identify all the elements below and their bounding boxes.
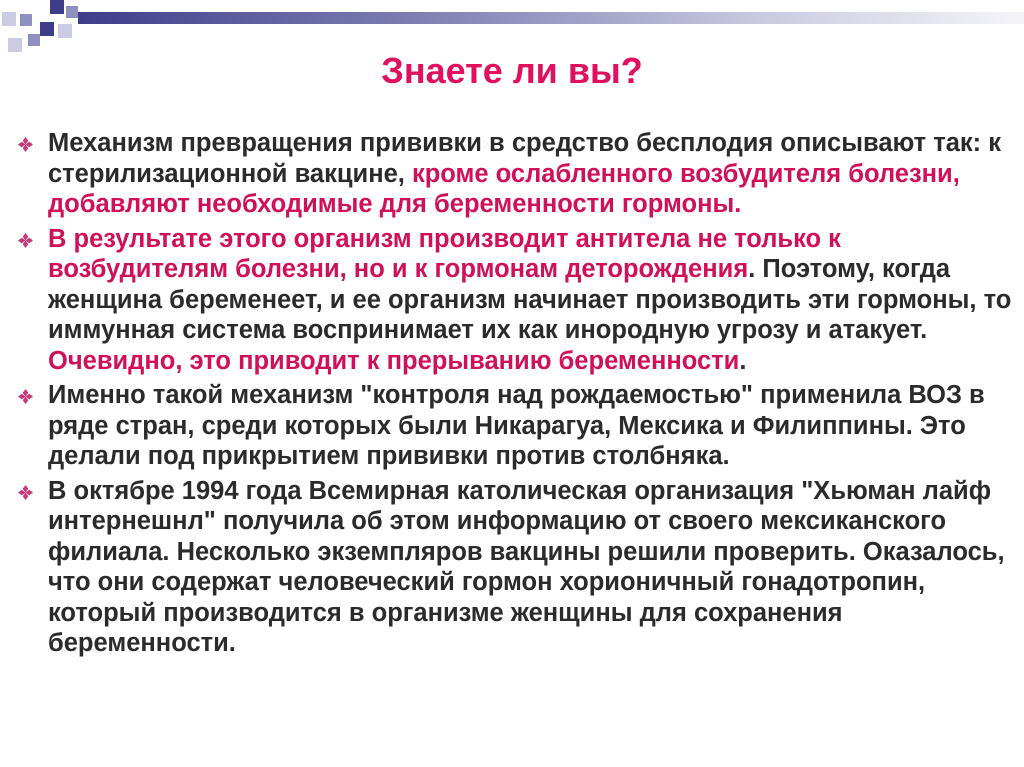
decor-square <box>28 34 40 46</box>
diamond-quad-icon <box>18 389 33 404</box>
body-text: . <box>739 346 747 375</box>
decor-square <box>40 22 54 36</box>
slide-title: Знаете ли вы? <box>381 50 643 91</box>
body-text: В октябре 1994 года Всемирная католическая организация "Хьюман лайф интернешнл" получила об этом информацию от своего мексиканского филиала. Несколько экземпляров вакцины решили проверить. Оказалось, что они содержат человеческий гормон хорионичный гонадотропин, который производится в организме женщины для сохранения беременности. <box>48 476 1005 657</box>
highlighted-text: В результате этого организм производит антитела не только к возбудителям болезни, но и к гормонам деторождения <box>48 224 841 283</box>
diamond-quad-icon <box>18 485 33 500</box>
header-gradient-bar <box>78 12 1024 24</box>
decor-square <box>58 24 72 38</box>
body-text: Именно такой механизм "контроля над рождаемостью" применила ВОЗ в ряде стран, среди которых были Никарагуа, Мексика и Филиппины. Это делали под прикрытием прививки против столбняка. <box>48 381 985 470</box>
diamond-quad-icon <box>18 137 33 152</box>
bullet-list <box>16 128 1014 663</box>
body-text: . Поэтому, когда женщина беременеет, и ее организм начинает производить эти гормоны, то иммунная система воспринимает их как инородную угрозу и атакует. <box>48 255 1012 344</box>
highlighted-text: Очевидно, это приводит к прерыванию беременности <box>48 346 740 375</box>
decor-square <box>20 14 32 26</box>
decor-square <box>66 6 78 18</box>
decor-square <box>50 0 64 14</box>
bullet-item <box>16 476 1014 659</box>
bullet-item <box>16 380 1014 472</box>
diamond-quad-icon <box>18 233 33 248</box>
highlighted-text: кроме ослабленного возбудителя болезни, добавляют необходимые для беременности гормоны. <box>48 159 960 218</box>
decor-square <box>2 12 16 26</box>
body-text: Механизм превращения прививки в средство бесплодия описывают так: к стерилизационной вакцине, <box>48 129 1002 188</box>
bullet-item <box>16 128 1014 220</box>
bullet-item <box>16 224 1014 377</box>
